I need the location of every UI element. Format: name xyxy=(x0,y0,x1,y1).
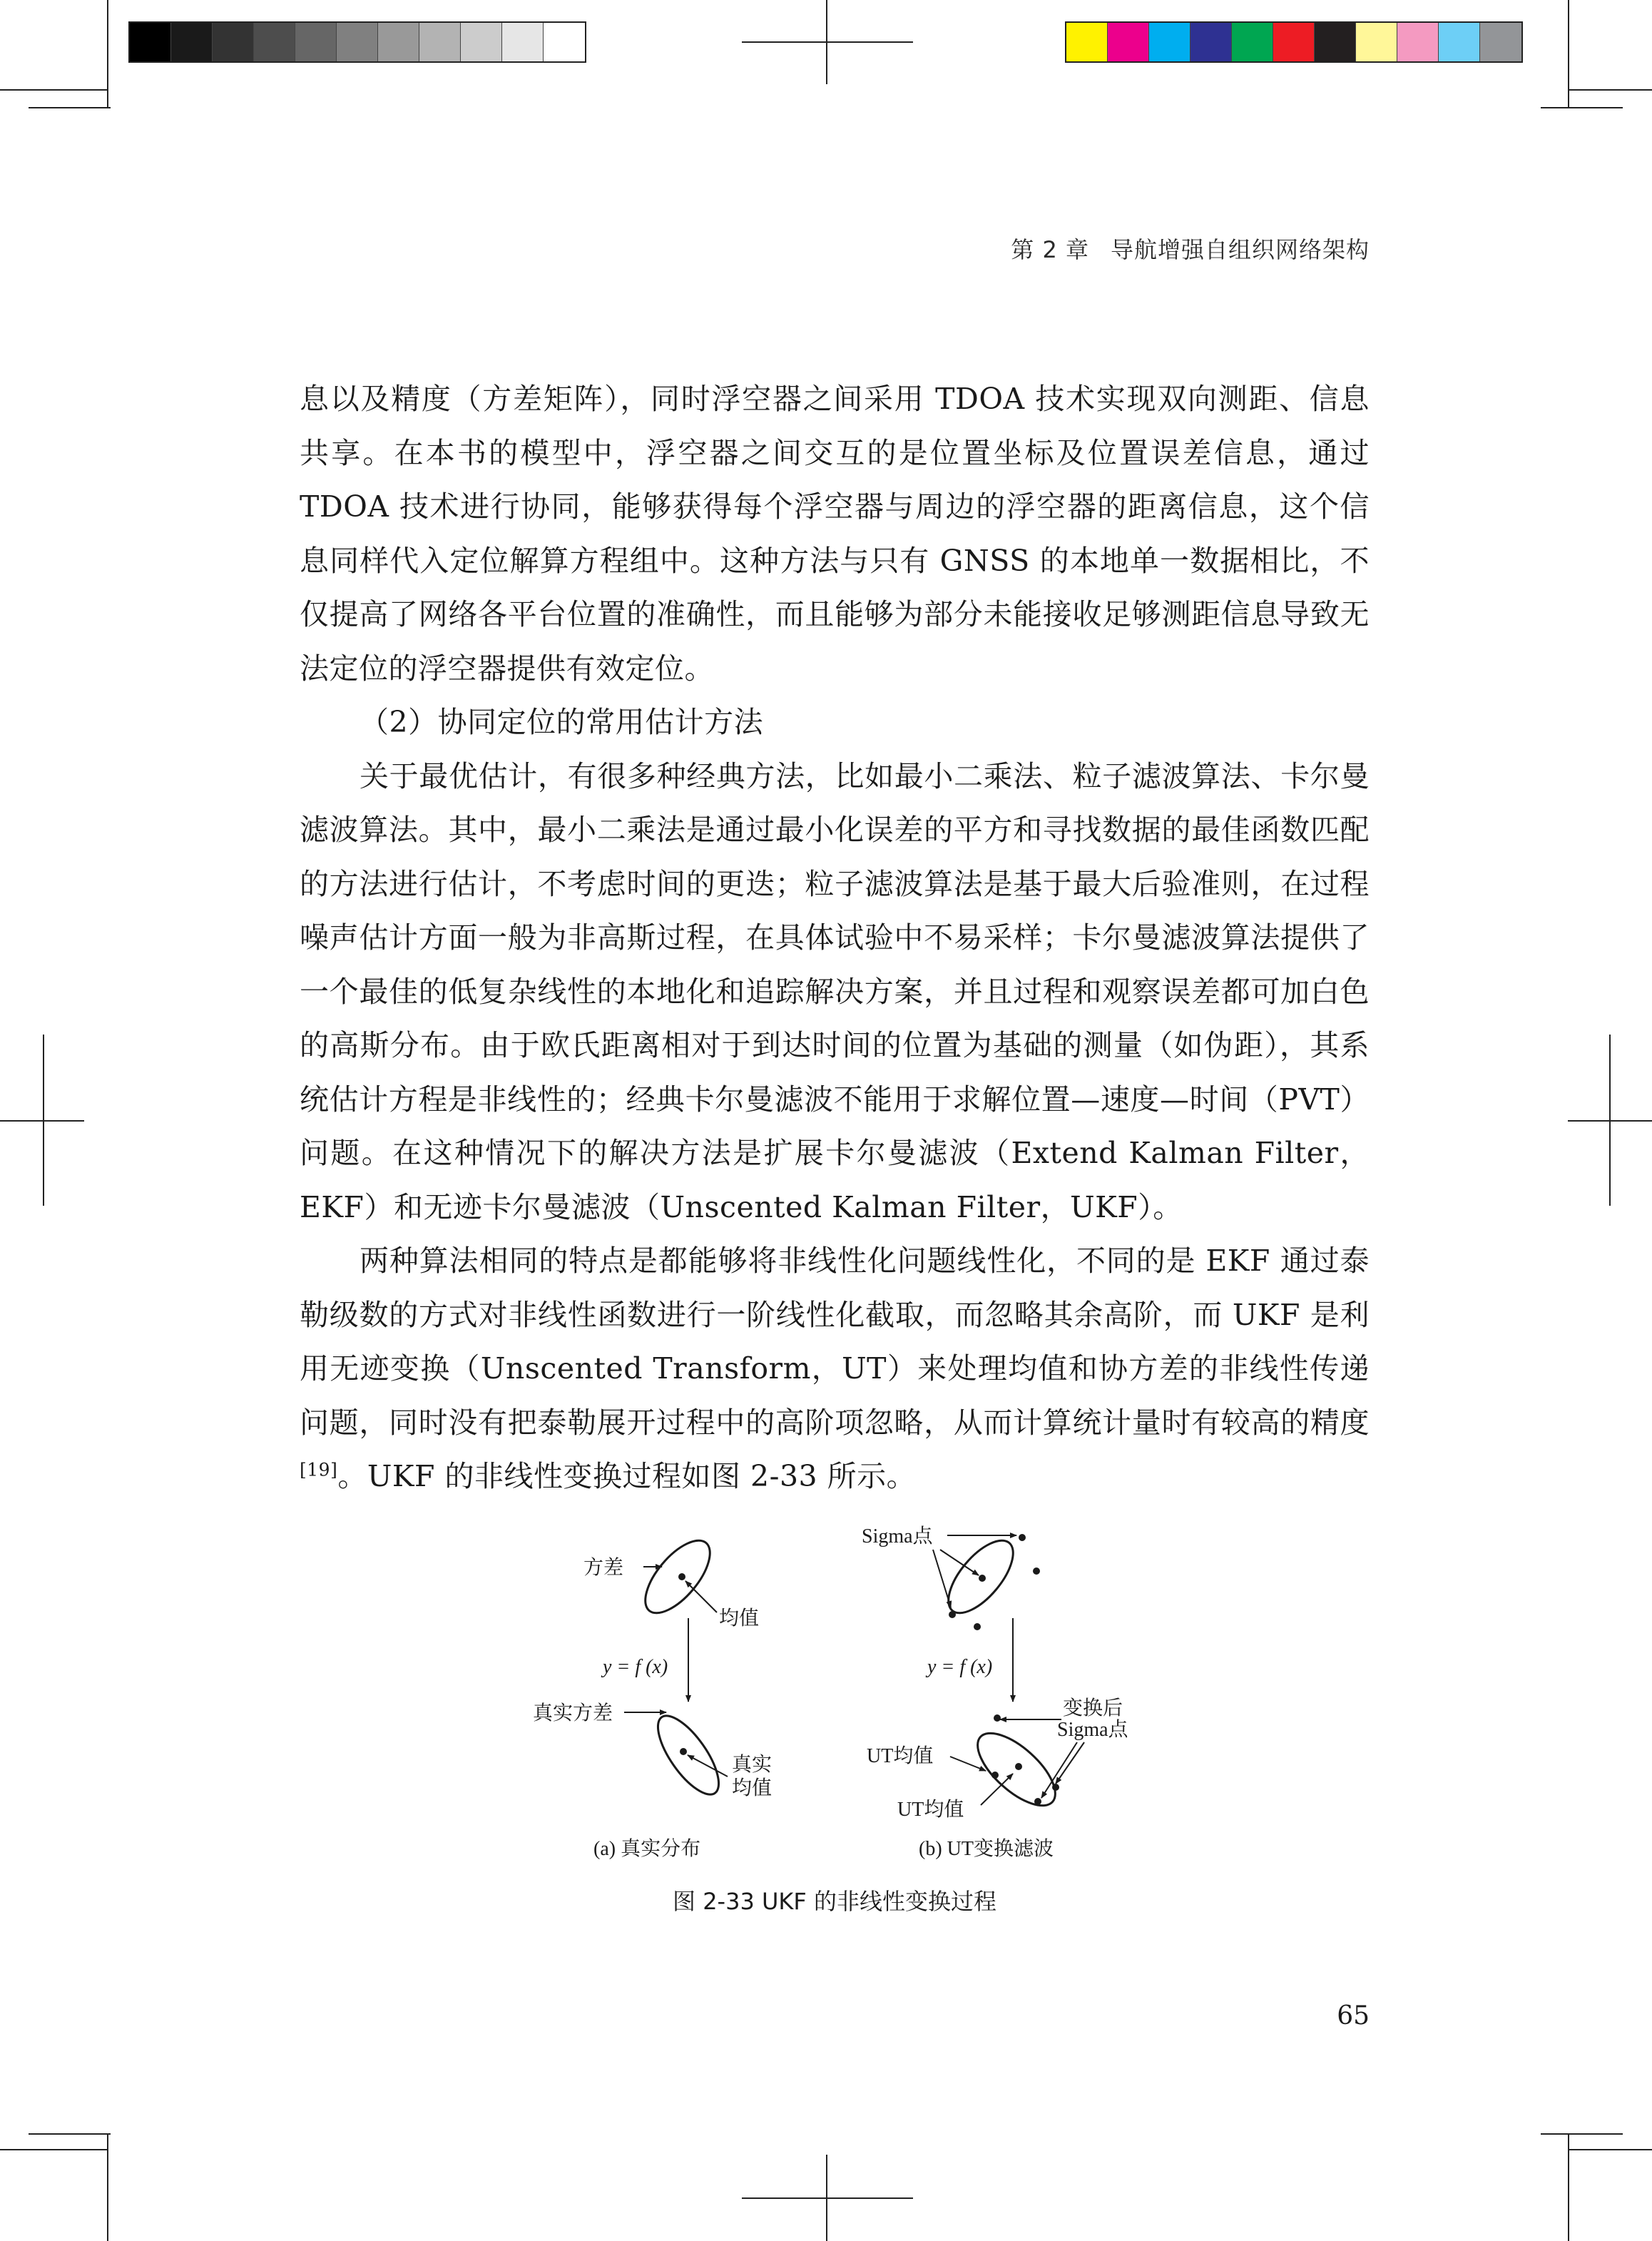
color-swatch xyxy=(1232,23,1273,61)
transformed-label-2: Sigma点 xyxy=(1057,1719,1128,1741)
sigma-points-label: Sigma点 xyxy=(862,1525,933,1548)
color-swatch xyxy=(1273,23,1315,61)
color-swatch xyxy=(1356,23,1397,61)
color-swatch xyxy=(1149,23,1190,61)
running-head xyxy=(927,232,1370,265)
variance-ellipse xyxy=(634,1530,722,1624)
true-mean-arrow xyxy=(688,1755,728,1777)
color-swatch xyxy=(1108,23,1149,61)
transformed-point xyxy=(1052,1784,1059,1791)
color-swatch xyxy=(1480,23,1521,61)
panel-b-caption: (b) UT变换滤波 xyxy=(919,1838,1054,1860)
transformed-point xyxy=(1015,1763,1022,1770)
mean-arrow xyxy=(685,1581,717,1612)
crop-mark xyxy=(0,2149,107,2150)
color-swatch xyxy=(1397,23,1439,61)
grayscale-calibration-bar xyxy=(128,21,586,63)
gray-swatch xyxy=(544,23,585,61)
crop-mark xyxy=(1541,2133,1623,2135)
gray-swatch xyxy=(254,23,295,61)
gray-swatch xyxy=(419,23,461,61)
variance-label: 方差 xyxy=(583,1557,624,1579)
figure-2-33 xyxy=(514,1513,1156,1884)
chapter-number: 第 2 章 xyxy=(1011,236,1089,263)
paragraph xyxy=(300,1234,1370,1504)
sigma-point xyxy=(949,1611,956,1618)
gray-swatch xyxy=(502,23,544,61)
paragraph-text: 两种算法相同的特点是都能够将非线性化问题线性化，不同的是 EKF 通过泰勒级数的方式对非线性函数进行一阶线性化截取，而忽略其余高阶，而 UKF 是利用无迹变换（Unscented Transform，UT）来处理均值和协方差的非线性传递问题，同时没有把泰勒展开过程中的高阶项忽略，从而计算统计量时有较高的精度 xyxy=(300,1244,1370,1440)
chapter-title: 导航增强自组织网络架构 xyxy=(1110,236,1370,263)
registration-mark xyxy=(0,1120,84,1122)
color-swatch xyxy=(1439,23,1480,61)
gray-swatch xyxy=(461,23,502,61)
ut-mean-label-upper: UT均值 xyxy=(867,1745,934,1767)
color-swatch xyxy=(1066,23,1108,61)
crop-mark xyxy=(107,0,108,107)
true-mean-label-2: 均值 xyxy=(732,1777,773,1799)
transform-label: y = f (x) xyxy=(603,1656,668,1678)
transformed-point xyxy=(991,1772,999,1779)
gray-swatch xyxy=(337,23,378,61)
paragraph: 关于最优估计，有很多种经典方法，比如最小二乘法、粒子滤波算法、卡尔曼滤波算法。其中，最小二乘法是通过最小化误差的平方和寻找数据的最佳函数匹配的方法进行估计，不考虑时间的更迭；粒子滤波算法是基于最大后验准则，在过程噪声估计方面一般为非高斯过程，在具体试验中不易采样；卡尔曼滤波算法提供了一个最佳的低复杂线性的本地化和追踪解决方案，并且过程和观察误差都可加白色的高斯分布。由于欧氏距离相对于到达时间的位置为基础的测量（如伪距），其系统估计方程是非线性的；经典卡尔曼滤波不能用于求解位置—速度—时间（PVT）问题。在这种情况下的解决方法是扩展卡尔曼滤波（Extend Kalman Filter，EKF）和无迹卡尔曼滤波（Unscented Kalman Filter，UKF）。 xyxy=(300,758,1370,1224)
crop-mark xyxy=(1568,89,1652,91)
paragraph: 息以及精度（方差矩阵），同时浮空器之间采用 TDOA 技术实现双向测距、信息共享。在本书的模型中，浮空器之间交互的是位置坐标及位置误差信息，通过 TDOA 技术进行协同，能够获得每个浮空器与周边的浮空器的距离信息，这个信息同样代入定位解算方程组中。这种方法与只有 GNSS 的本地单一数据相比，不仅提高了网络各平台位置的准确性，而且能够为部分未能接收足够测距信息导致无法定位的浮空器提供有效定位。 xyxy=(300,382,1370,686)
panel-a-caption: (a) 真实分布 xyxy=(593,1838,701,1860)
sigma-point xyxy=(1033,1567,1040,1575)
ukf-diagram xyxy=(514,1513,1156,1884)
page-number: 65 xyxy=(1337,2001,1370,2031)
sigma-point xyxy=(979,1575,986,1582)
sigma-point xyxy=(974,1623,981,1630)
mean-point xyxy=(678,1573,685,1580)
gray-swatch xyxy=(130,23,171,61)
gray-swatch xyxy=(295,23,337,61)
registration-mark xyxy=(1568,1120,1652,1122)
color-swatch xyxy=(1315,23,1356,61)
transformed-arrow-2 xyxy=(1056,1742,1084,1784)
figure-caption: 图 2-33 UKF 的非线性变换过程 xyxy=(673,1888,996,1915)
crop-mark xyxy=(0,89,107,91)
gray-swatch xyxy=(171,23,213,61)
crop-mark xyxy=(1568,2149,1652,2150)
transformed-label-1: 变换后 xyxy=(1063,1697,1123,1719)
ut-mean-label-lower: UT均值 xyxy=(897,1799,964,1821)
registration-mark xyxy=(742,41,913,43)
transformed-point xyxy=(1034,1798,1041,1805)
true-mean-label-1: 真实 xyxy=(732,1754,773,1776)
true-mean-point xyxy=(680,1748,687,1755)
crop-mark xyxy=(1568,0,1569,107)
paragraph-text: 。UKF 的非线性变换过程如图 2-33 所示。 xyxy=(337,1459,917,1493)
crop-mark xyxy=(29,107,111,108)
transform-label: y = f (x) xyxy=(927,1656,993,1678)
color-calibration-bar xyxy=(1065,21,1523,63)
citation: [19] xyxy=(300,1459,338,1480)
crop-mark xyxy=(29,2133,111,2135)
body-text xyxy=(300,372,1370,1504)
registration-mark xyxy=(742,2197,913,2199)
crop-mark xyxy=(1541,107,1623,108)
gray-swatch xyxy=(378,23,419,61)
sigma-point xyxy=(1019,1534,1026,1541)
subsection-heading: （2）协同定位的常用估计方法 xyxy=(360,705,764,739)
true-variance-label: 真实方差 xyxy=(533,1702,613,1724)
gray-swatch xyxy=(213,23,254,61)
transformed-point xyxy=(994,1714,1001,1722)
color-swatch xyxy=(1190,23,1232,61)
mean-label: 均值 xyxy=(719,1607,760,1630)
crop-mark xyxy=(107,2133,108,2241)
